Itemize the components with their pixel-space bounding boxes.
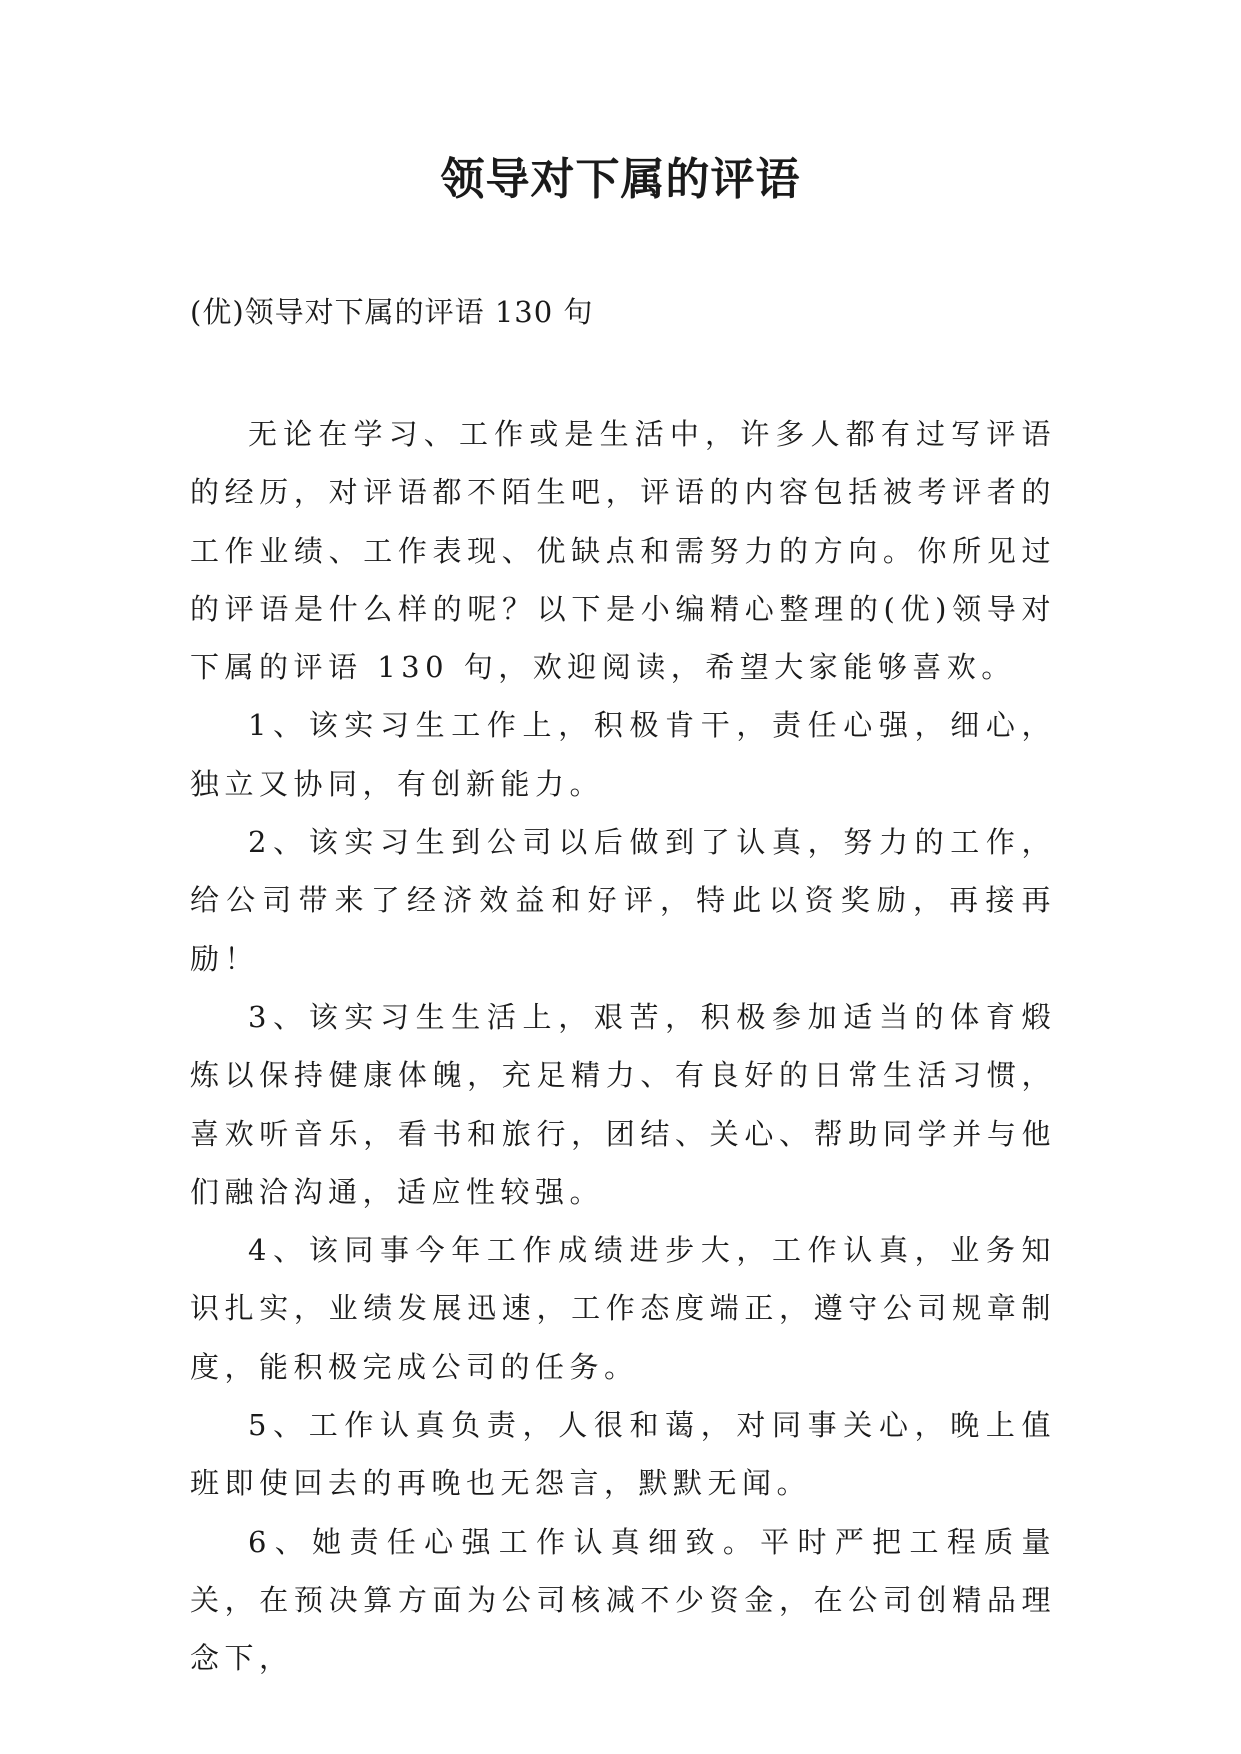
comment-item-3: 3、该实习生生活上，艰苦，积极参加适当的体育煅炼以保持健康体魄，充足精力、有良好的日常生活习惯，喜欢听音乐，看书和旅行，团结、关心、帮助同学并与他们融洽沟通，适应性较强。 (190, 999, 1056, 1209)
document-subtitle: (优)领导对下属的评语 130 句 (190, 295, 594, 329)
comment-item-4: 4、该同事今年工作成绩进步大，工作认真，业务知识扎实，业绩发展迅速，工作态度端正，遵守公司规章制度，能积极完成公司的任务。 (190, 1233, 1056, 1384)
document-body (190, 405, 1056, 1688)
comment-item-6: 6、她责任心强工作认真细致。平时严把工程质量关，在预决算方面为公司核减不少资金，在公司创精品理念下， (190, 1524, 1056, 1676)
intro-paragraph: 无论在学习、工作或是生活中，许多人都有过写评语的经历，对评语都不陌生吧，评语的内容包括被考评者的工作业绩、工作表现、优缺点和需努力的方向。你所见过的评语是什么样的呢？以下是小编精心整理的(优)领导对下属的评语 130 句，欢迎阅读，希望大家能够喜欢。 (190, 417, 1056, 685)
comment-item-1: 1、该实习生工作上，积极肯干，责任心强，细心，独立又协同，有创新能力。 (190, 708, 1056, 801)
comment-item-2: 2、该实习生到公司以后做到了认真，努力的工作，给公司带来了经济效益和好评，特此以资奖励，再接再励！ (190, 825, 1056, 976)
document-title: 领导对下属的评语 (440, 154, 801, 205)
comment-item-5: 5、工作认真负责，人很和蔼，对同事关心，晚上值班即使回去的再晚也无怨言，默默无闻。 (190, 1408, 1056, 1501)
